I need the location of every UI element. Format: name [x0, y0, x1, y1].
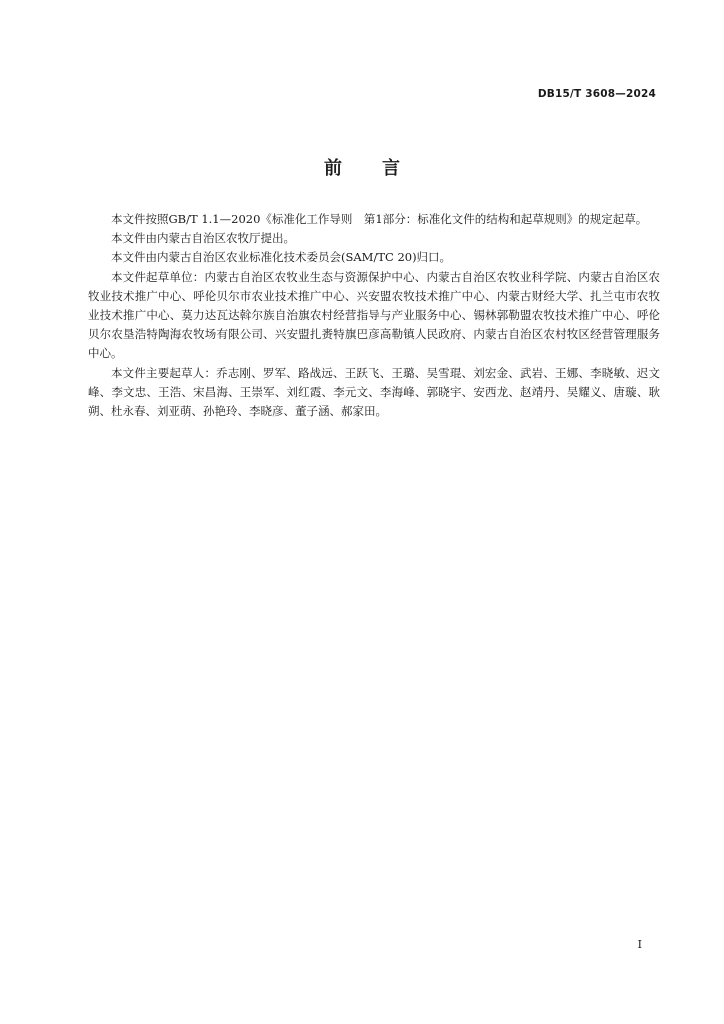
- page-number: I: [637, 938, 642, 951]
- title-char-2: 言: [382, 158, 400, 179]
- paragraph-drafting-basis: 本文件按照GB/T 1.1—2020《标准化工作导则 第1部分：标准化文件的结构和起草规则》的规定起草。: [111, 212, 648, 226]
- paragraph-proposer: 本文件由内蒙古自治区农牧厅提出。: [111, 231, 295, 246]
- paragraph-drafting-units: 本文件起草单位：内蒙古自治区农牧业生态与资源保护中心、内蒙古自治区农牧业科学院、内蒙古自治区农牧业技术推广中心、呼伦贝尔市农业技术推广中心、兴安盟农牧技术推广中心、内蒙古财经大学、扎兰屯市农牧业技术推广中心、莫力达瓦达斡尔族自治旗农村经营指导与产业服务中心、锡林郭勒盟农牧技术推广中心、呼伦贝尔农垦浩特陶海农牧场有限公司、兴安盟扎赉特旗巴彦高勒镇人民政府、内蒙古自治区农村牧区经营管理服务中心。: [88, 269, 660, 361]
- foreword-body: [88, 210, 660, 421]
- document-code: DB15/T 3608—2024: [537, 88, 656, 100]
- title-char-1: 前: [324, 158, 342, 179]
- paragraph-drafters: 本文件主要起草人：乔志刚、罗军、路战远、王跃飞、王璐、吴雪琨、刘宏金、武岩、王娜、李晓敏、迟文峰、李文忠、王浩、宋昌海、王崇军、刘红霞、李元文、李海峰、郭晓宇、安西龙、赵靖丹、吴耀义、唐璇、耿朔、杜永春、刘亚萌、孙艳玲、李晓彦、董子涵、郝家田。: [88, 365, 660, 419]
- page-title: [0, 154, 724, 180]
- paragraph-committee: 本文件由内蒙古自治区农业标准化技术委员会(SAM/TC 20)归口。: [111, 250, 452, 265]
